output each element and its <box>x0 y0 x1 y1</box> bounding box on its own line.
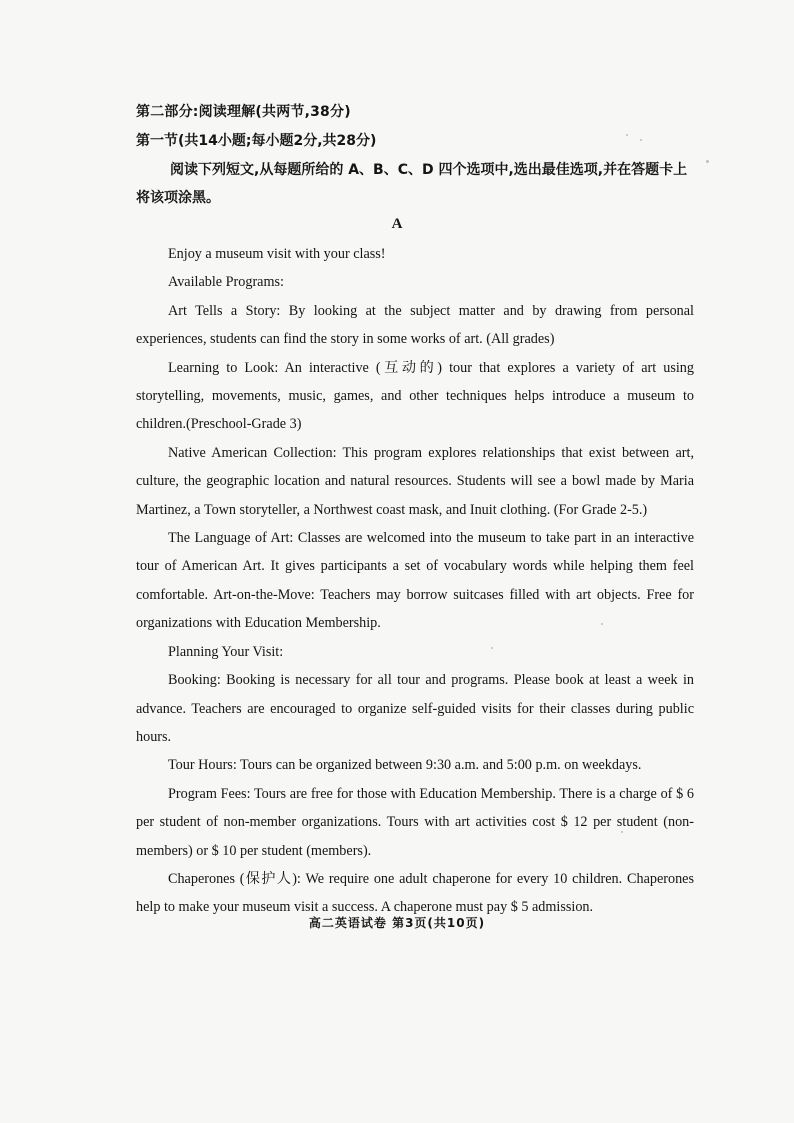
passage-paragraph: Booking: Booking is necessary for all tour and programs. Please book at least a week in advance. Teachers are encouraged to organize self-guided visits for their classes during public hours. <box>136 672 694 745</box>
passage-label: A <box>391 216 403 232</box>
scan-speck <box>626 134 628 136</box>
passage-paragraph: Chaperones (保护人): We require one adult chaperone for every 10 children. Chaperones help to make your museum visit a success. A chaperone must pay $ 5 admission. <box>136 870 694 916</box>
page-footer: 高二英语试卷 第3页(共10页) <box>308 916 486 930</box>
passage-paragraph: Planning Your Visit: <box>168 643 284 660</box>
scan-speck <box>706 160 709 163</box>
scan-speck <box>640 139 642 141</box>
scan-speck <box>621 831 623 833</box>
instructions-text: 阅读下列短文,从每题所给的 A、B、C、D 四个选项中,选出最佳选项,并在答题卡上将该项涂黑。 <box>136 162 688 206</box>
subsection-title: 第一节(共14小题;每小题2分,共28分) <box>136 133 377 149</box>
scan-speck <box>491 647 493 649</box>
passage-paragraph: Learning to Look: An interactive (互动的) tour that explores a variety of art using storytelling, movements, music, games, and other techniques helps introduce a museum to children.(Preschool-Grade 3) <box>136 359 694 433</box>
passage-paragraph: Tour Hours: Tours can be organized between 9:30 a.m. and 5:00 p.m. on weekdays. <box>168 757 642 774</box>
passage-paragraph: Available Programs: <box>168 274 284 291</box>
section-title: 第二部分:阅读理解(共两节,38分) <box>136 104 351 120</box>
passage-paragraph: Program Fees: Tours are free for those with Education Membership. There is a charge of $ 6 per student of non-member organizations. Tours with art activities cost $ 12 per student (non-members) or $ 10 per student (members). <box>136 785 694 859</box>
passage-paragraph: Enjoy a museum visit with your class! <box>168 246 386 262</box>
passage-paragraph: The Language of Art: Classes are welcomed into the museum to take part in an interactive tour of American Art. It gives participants a set of vocabulary words while helping them feel comfortable. Art-on-the-Move: Teachers may borrow suitcases filled with art objects. Free for organizations with Education Membership. <box>136 530 694 632</box>
passage-paragraph: Native American Collection: This program explores relationships that exist between art, culture, the geographic location and natural resources. Students will see a bowl made by Maria Martinez, a Town storyteller, a Northwest coast mask, and Inuit clothing. (For Grade 2-5.) <box>136 444 694 518</box>
scan-speck <box>601 623 603 625</box>
passage-body <box>136 240 694 922</box>
passage-paragraph: Art Tells a Story: By looking at the subject matter and by drawing from personal experiences, students can find the story in some works of art. (All grades) <box>136 302 694 348</box>
